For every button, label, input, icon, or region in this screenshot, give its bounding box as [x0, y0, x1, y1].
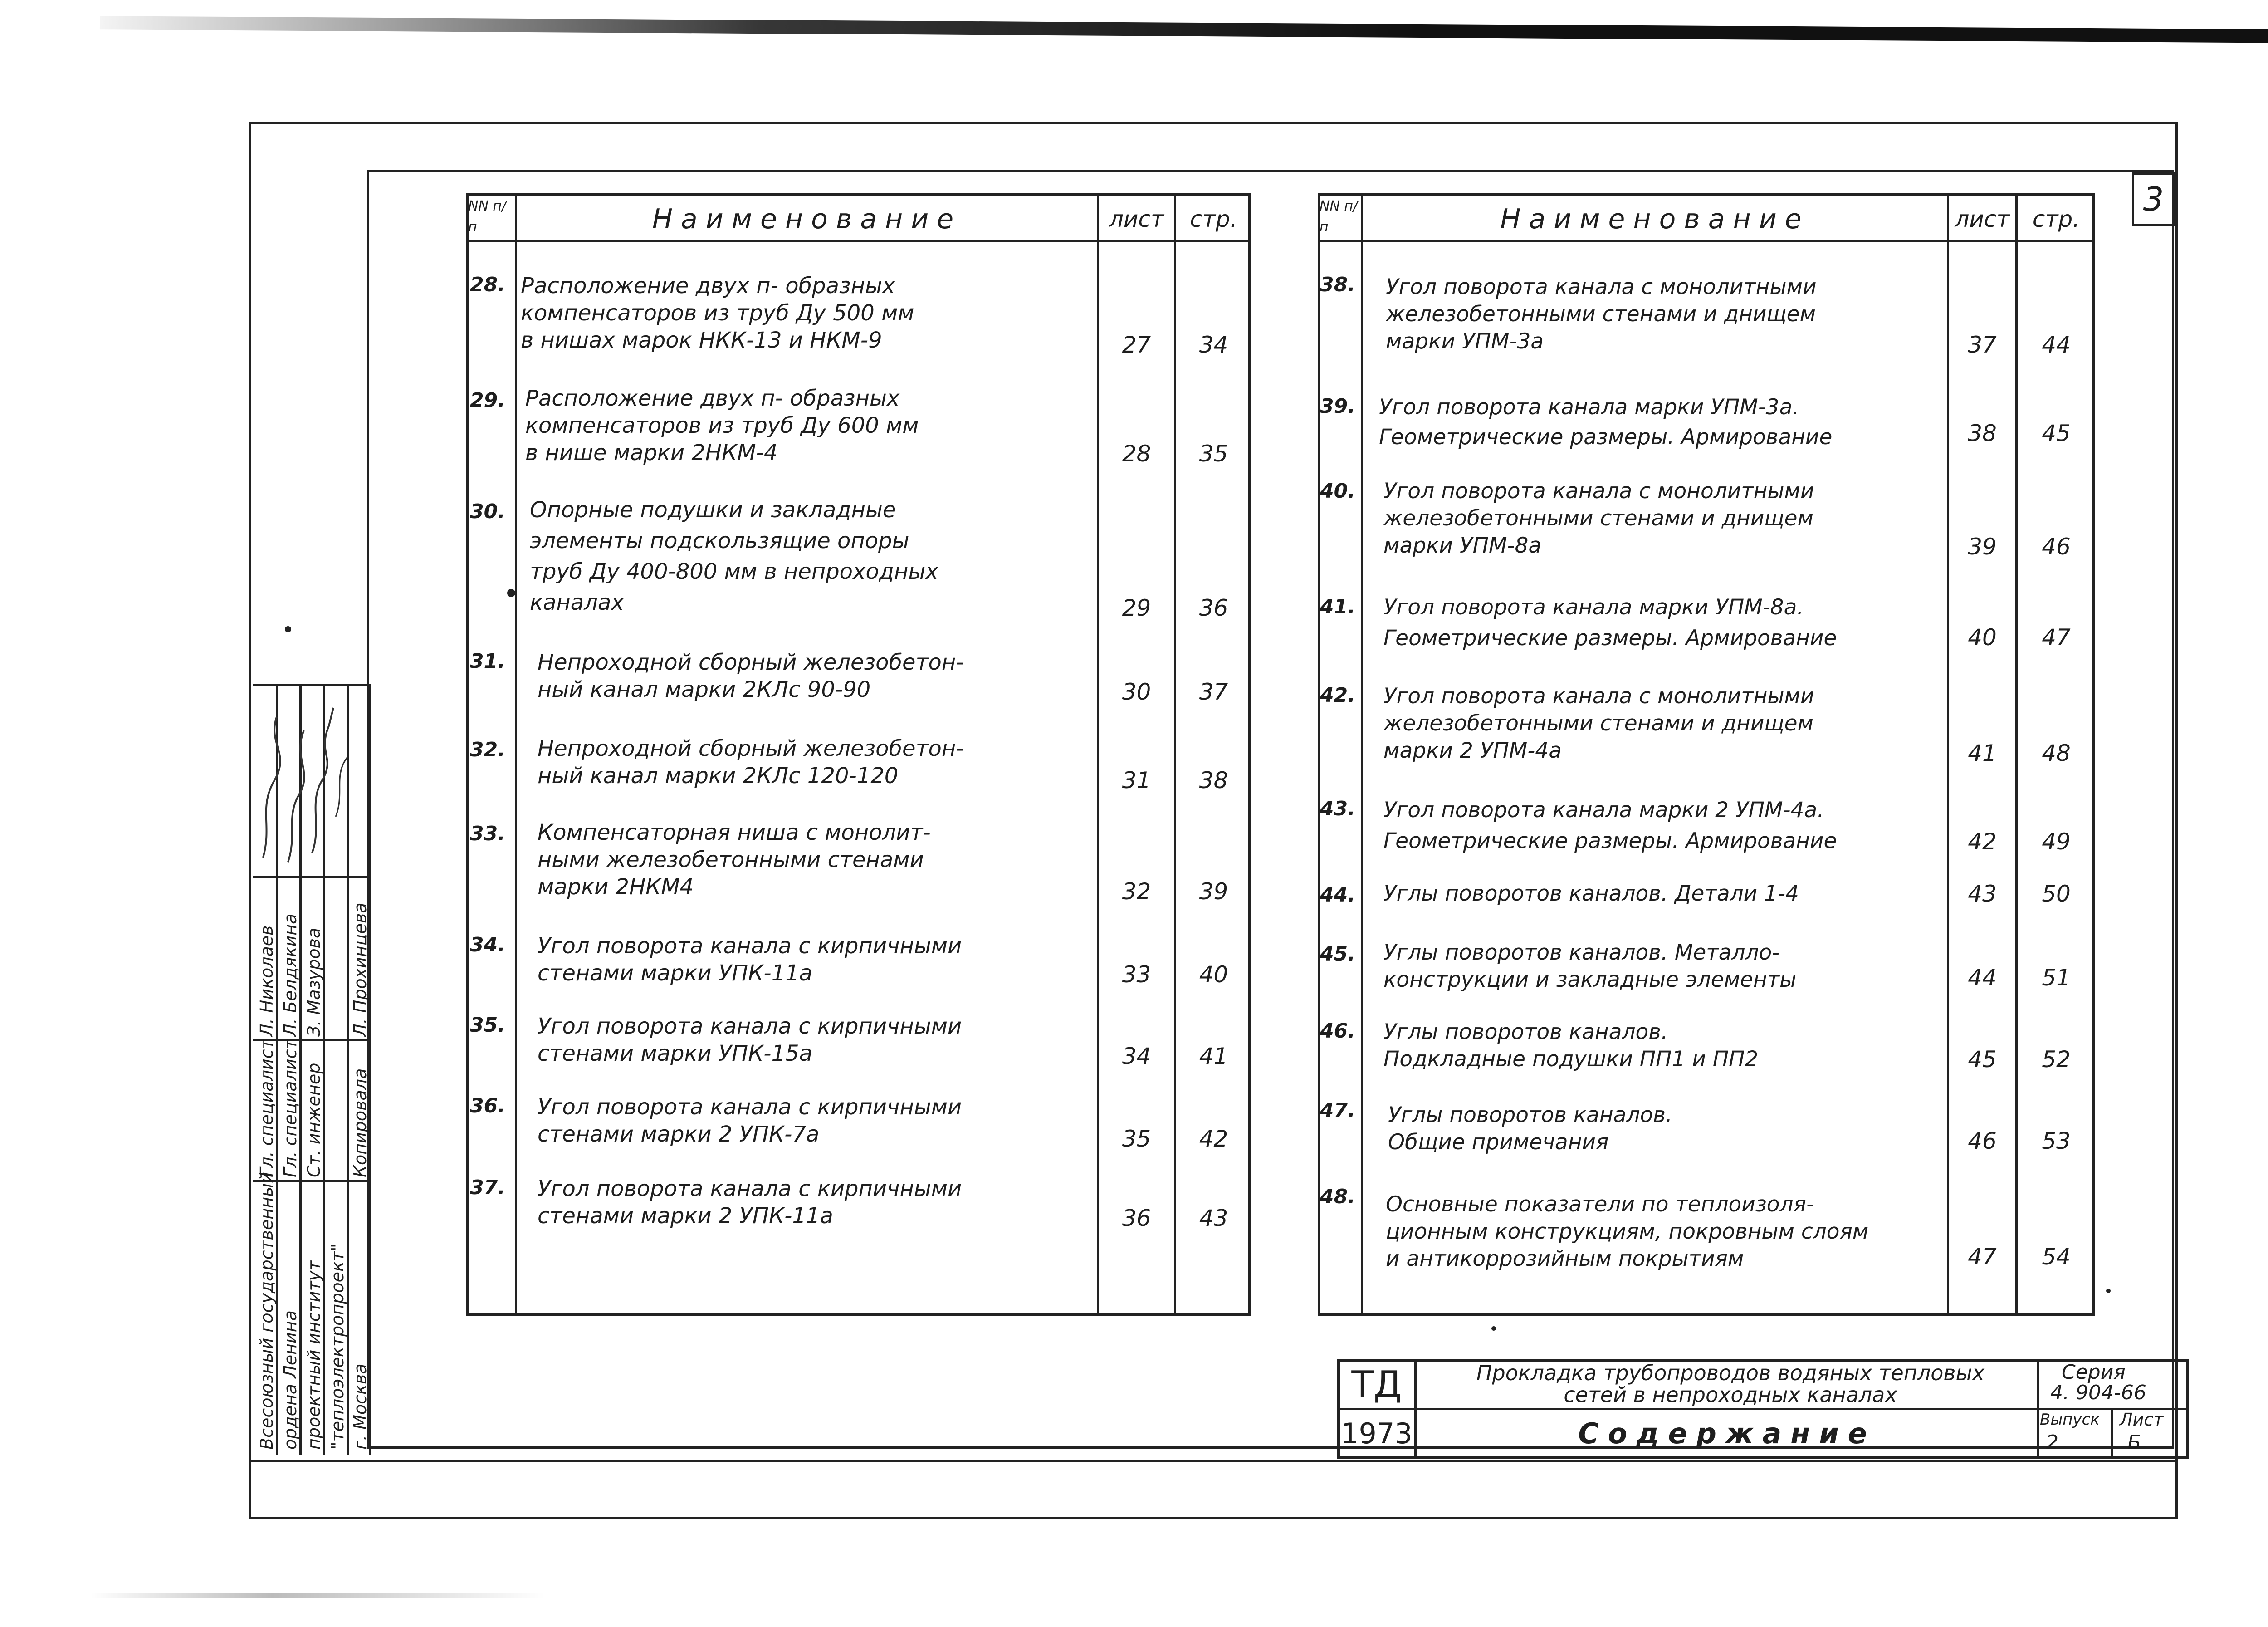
series-label: Серия	[2062, 1361, 2126, 1384]
stamp-institute-line: г. Москва	[350, 1363, 370, 1450]
header-name: Наименование	[1500, 203, 1810, 235]
row-title: Угол поворота канала с кирпичными стенами марки 2 УПК-7а	[538, 1094, 962, 1147]
row-title: Компенсаторная ниша с монолит- ными железобетонными стенами марки 2НКМ4	[538, 820, 931, 900]
row-sheet: 32	[1122, 878, 1151, 905]
row-page: 45	[2042, 420, 2071, 446]
row-number: 33.	[470, 822, 505, 845]
stamp-role: Копировала	[350, 1068, 370, 1177]
row-title: Угол поворота канала с кирпичными стенами марки 2 УПК-11а	[538, 1176, 962, 1229]
row-sheet: 38	[1968, 420, 1997, 446]
row-number: 34.	[470, 933, 505, 956]
sheet-bottom-line	[249, 1460, 2178, 1462]
row-number: 29.	[470, 389, 505, 412]
table-left-header-line	[466, 240, 1251, 242]
row-sheet: 30	[1122, 679, 1151, 705]
row-page: 42	[1199, 1126, 1228, 1152]
table-right-header-line	[1318, 240, 2095, 242]
row-title: Расположение двух п- образных компенсаторов из труб Ду 500 мм в нишах марок НКК-13 и НКМ-9	[521, 273, 914, 353]
row-title: Угол поворота канала с монолитными железобетонными стенами и днищем марки УПМ-8а	[1383, 479, 1814, 558]
row-page: 50	[2042, 881, 2071, 907]
row-title: Угол поворота канала марки УПМ-8а. Геометрические размеры. Армирование	[1383, 595, 1837, 651]
row-page: 46	[2042, 534, 2071, 560]
row-page: 44	[2042, 332, 2071, 358]
page-number: 3	[2143, 180, 2164, 218]
row-number: 46.	[1320, 1019, 1355, 1043]
scan-dot	[1491, 1326, 1496, 1331]
stamp-name: З. Мазурова	[304, 927, 324, 1037]
row-title: Угол поворота канала марки 2 УПМ-4а. Геометрические размеры. Армирование	[1383, 798, 1837, 853]
title-block-code: ТД	[1351, 1363, 1402, 1406]
stamp-institute-line: ордена Ленина	[280, 1310, 300, 1450]
row-title: Угол поворота канала с монолитными железобетонными стенами и днищем марки 2 УПМ-4а	[1383, 684, 1814, 763]
header-num: NN п/п	[1320, 198, 1358, 235]
row-number: 45.	[1320, 942, 1355, 965]
header-name: Наименование	[652, 203, 962, 235]
row-sheet: 37	[1968, 332, 1997, 358]
row-title: Непроходной сборный железобетон- ный канал марки 2КЛс 120-120	[538, 736, 964, 789]
row-number: 39.	[1320, 395, 1355, 418]
row-sheet: 36	[1122, 1205, 1151, 1231]
table-left-col-line	[515, 193, 517, 1316]
row-number: 44.	[1320, 883, 1355, 907]
row-number: 40.	[1320, 480, 1355, 503]
row-title: Угол поворота канала марки УПМ-3а. Геометрические размеры. Армирование	[1379, 395, 1833, 450]
row-page: 39	[1199, 878, 1228, 905]
row-page: 53	[2042, 1128, 2071, 1154]
header-num: NN п/п	[468, 198, 507, 235]
row-number: 28.	[470, 273, 505, 296]
row-number: 31.	[470, 650, 505, 673]
header-sheet: лист	[1955, 206, 2010, 232]
scan-edge-bottom	[91, 1593, 544, 1598]
row-title: Угол поворота канала с кирпичными стенами марки УПК-15а	[538, 1014, 962, 1066]
row-page: 35	[1199, 441, 1228, 467]
row-sheet: 35	[1122, 1126, 1151, 1152]
stamp-name: Л. Прохинцева	[350, 902, 370, 1037]
row-number: 32.	[470, 738, 505, 761]
scan-dot	[507, 589, 515, 597]
row-number: 48.	[1320, 1185, 1355, 1208]
row-page: 36	[1199, 595, 1228, 621]
row-page: 40	[1199, 961, 1228, 988]
list-value: Б	[2127, 1431, 2141, 1454]
title-block-line	[1414, 1359, 1417, 1459]
row-number: 30.	[470, 500, 505, 523]
stamp-institute-line: "теплоэлектропроект"	[327, 1243, 347, 1450]
stamp-role: Ст. инженер	[304, 1063, 324, 1177]
scan-dot	[285, 626, 291, 632]
row-sheet: 45	[1968, 1046, 1997, 1073]
row-page: 49	[2042, 828, 2071, 855]
row-title: Основные показатели по теплоизоля- ционным конструкциям, покровным слоям и антикоррозийным покрытиям	[1386, 1192, 1869, 1271]
row-title: Углы поворотов каналов. Металло- конструкции и закладные элементы	[1383, 940, 1797, 992]
title-block-line	[2111, 1408, 2113, 1459]
stamp-institute-line: Всесоюзный государственный	[257, 1172, 277, 1450]
row-number: 41.	[1320, 595, 1355, 618]
row-page: 38	[1199, 767, 1228, 794]
row-sheet: 46	[1968, 1128, 1997, 1154]
title-block-sheet-title: Содержание	[1578, 1417, 1876, 1450]
scan-edge-top	[100, 16, 2268, 43]
row-sheet: 39	[1968, 534, 1997, 560]
row-sheet: 34	[1122, 1043, 1151, 1069]
signatures	[254, 690, 367, 871]
list-label: Лист	[2120, 1410, 2164, 1430]
row-title: Угол поворота канала с кирпичными стенами марки УПК-11а	[538, 933, 962, 986]
row-sheet: 42	[1968, 828, 1997, 855]
issue-value: 2	[2046, 1431, 2058, 1454]
row-page: 54	[2042, 1244, 2071, 1270]
row-number: 35.	[470, 1014, 505, 1037]
row-sheet: 28	[1122, 441, 1151, 467]
row-page: 34	[1199, 332, 1228, 358]
stamp-role: Гл. специалист	[257, 1039, 277, 1177]
table-right-col-line	[1361, 193, 1363, 1316]
row-page: 48	[2042, 740, 2071, 766]
row-sheet: 33	[1122, 961, 1151, 988]
row-page: 47	[2042, 624, 2071, 651]
row-title: Опорные подушки и закладные элементы подскользящие опоры труб Ду 400-800 мм в непроходных каналах	[530, 497, 938, 615]
row-sheet: 44	[1968, 965, 1997, 991]
row-sheet: 47	[1968, 1244, 1997, 1270]
row-page: 43	[1199, 1205, 1228, 1231]
stamp-row-line	[253, 876, 371, 878]
row-title: Углы поворотов каналов. Детали 1-4	[1383, 881, 1799, 906]
row-page: 52	[2042, 1046, 2071, 1073]
row-page: 37	[1199, 679, 1228, 705]
issue-label: Выпуск	[2040, 1411, 2100, 1429]
title-block-description: Прокладка трубопроводов водяных тепловых сетей в непроходных каналах	[1476, 1361, 1985, 1407]
row-sheet: 29	[1122, 595, 1151, 621]
row-title: Расположение двух п- образных компенсаторов из труб Ду 600 мм в нише марки 2НКМ-4	[525, 386, 919, 466]
row-sheet: 40	[1968, 624, 1997, 651]
row-title: Угол поворота канала с монолитными железобетонными стенами и днищем марки УПМ-3а	[1386, 274, 1817, 354]
row-title: Углы поворотов каналов. Подкладные подушки ПП1 и ПП2	[1383, 1019, 1759, 1072]
scan-dot	[2106, 1289, 2111, 1293]
row-number: 43.	[1320, 797, 1355, 820]
row-number: 42.	[1320, 684, 1355, 707]
row-title: Углы поворотов каналов. Общие примечания	[1388, 1103, 1672, 1155]
row-number: 47.	[1320, 1099, 1355, 1122]
row-number: 38.	[1320, 273, 1355, 296]
title-block-year: 1973	[1341, 1417, 1413, 1450]
header-sheet: лист	[1109, 206, 1164, 232]
row-page: 41	[1199, 1043, 1228, 1069]
row-sheet: 41	[1968, 740, 1997, 766]
row-number: 37.	[470, 1176, 505, 1199]
header-page: стр.	[2032, 206, 2080, 232]
title-block-line	[2037, 1359, 2039, 1459]
row-sheet: 31	[1122, 767, 1151, 794]
stamp-name: Л. Николаев	[257, 925, 277, 1037]
row-sheet: 43	[1968, 881, 1997, 907]
row-number: 36.	[470, 1094, 505, 1117]
header-page: стр.	[1190, 206, 1237, 232]
row-page: 51	[2042, 965, 2071, 991]
stamp-role: Гл. специалист	[280, 1039, 300, 1177]
stamp-institute-line: проектный институт	[304, 1260, 324, 1450]
row-title: Непроходной сборный железобетон- ный канал марки 2КЛс 90-90	[538, 650, 964, 702]
row-sheet: 27	[1122, 332, 1151, 358]
series-value: 4. 904-66	[2050, 1381, 2146, 1404]
stamp-name: Л. Белдякина	[280, 913, 300, 1037]
